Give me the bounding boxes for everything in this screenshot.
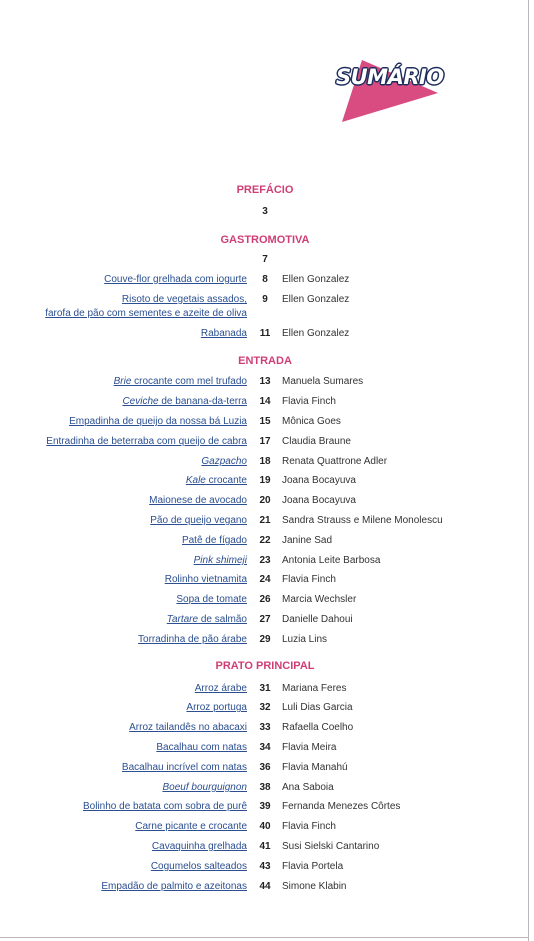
page-number: 17 (259, 436, 271, 447)
author-name: Luli Dias Garcia (282, 702, 353, 713)
section-title-entrada: ENTRADA (238, 355, 292, 367)
toc-entry (0, 781, 530, 795)
page-title: SUMÁRIO (336, 65, 444, 89)
recipe-name-italic: Kale (185, 475, 206, 486)
summary-logo (332, 55, 452, 125)
page-number: 24 (259, 574, 271, 585)
author-name: Renata Quattrone Adler (282, 456, 388, 467)
recipe-link[interactable] (129, 721, 247, 735)
toc-entry (0, 415, 530, 429)
recipe-link[interactable] (104, 273, 247, 287)
page-number: 8 (262, 274, 268, 285)
section-page-number: 3 (262, 206, 268, 217)
toc-entry (0, 741, 530, 755)
recipe-name: Risoto de vegetais assados, (121, 294, 247, 305)
author-name: Mônica Goes (282, 416, 341, 427)
page-number: 22 (259, 535, 271, 546)
recipe-link[interactable] (83, 800, 247, 814)
author-name: Ana Saboia (282, 782, 334, 793)
recipe-link[interactable] (182, 534, 247, 548)
recipe-link[interactable] (101, 880, 247, 894)
author-name: Ellen Gonzalez (282, 274, 350, 285)
recipe-link[interactable] (167, 613, 247, 627)
toc-entry (0, 820, 530, 834)
page-number: 36 (259, 762, 271, 773)
recipe-name: Empadão de palmito e azeitonas (101, 881, 247, 892)
recipe-link[interactable] (176, 593, 247, 607)
author-name: Flavia Portela (282, 861, 344, 872)
recipe-name-line2: farofa de pão com sementes e azeite de oliva (45, 307, 247, 319)
recipe-link[interactable] (186, 701, 247, 715)
author-name: Flavia Finch (282, 821, 336, 832)
author-name: Flavia Manahú (282, 762, 348, 773)
page-number: 21 (259, 515, 271, 526)
recipe-link[interactable] (194, 554, 247, 568)
author-name: Antonia Leite Barbosa (282, 555, 381, 566)
author-name: Flavia Finch (282, 396, 336, 407)
recipe-link[interactable] (45, 293, 247, 320)
author-name: Susi Sielski Cantarino (282, 841, 380, 852)
section-title-gastromotiva: GASTROMOTIVA (220, 234, 310, 246)
page-number: 31 (259, 683, 271, 694)
toc-entry (0, 455, 530, 469)
page-number: 38 (259, 782, 271, 793)
toc-entry (0, 293, 530, 319)
recipe-link[interactable] (69, 415, 247, 429)
author-name: Joana Bocayuva (282, 495, 356, 506)
section-page-number: 7 (262, 254, 268, 265)
author-name: Sandra Strauss e Milene Monolescu (282, 515, 443, 526)
toc-entry (0, 554, 530, 568)
author-name: Ellen Gonzalez (282, 328, 350, 339)
page-number: 23 (259, 555, 271, 566)
section-title-prefacio: PREFÁCIO (236, 184, 294, 196)
toc-entry (0, 573, 530, 587)
toc-entry (0, 474, 530, 488)
recipe-name-rest: crocante com mel trufado (131, 376, 247, 387)
page-number: 15 (259, 416, 271, 427)
recipe-name-italic: Brie (113, 376, 132, 387)
recipe-name: Arroz tailandês no abacaxi (129, 722, 247, 733)
recipe-link[interactable] (122, 761, 247, 775)
toc-entry (0, 613, 530, 627)
recipe-name: Pão de queijo vegano (150, 515, 247, 526)
toc-entry (0, 494, 530, 508)
author-name: Simone Klabin (282, 881, 347, 892)
author-name: Rafaella Coelho (282, 722, 354, 733)
recipe-link[interactable] (195, 682, 247, 696)
recipe-name: Bacalhau com natas (156, 742, 247, 753)
recipe-name: Cavaquinha grelhada (151, 841, 247, 852)
section-title-prato-principal: PRATO PRINCIPAL (215, 660, 315, 672)
recipe-name: Bolinho de batata com sobra de purê (83, 801, 247, 812)
recipe-name: Empadinha de queijo da nossa bá Luzia (69, 416, 247, 427)
recipe-link[interactable] (150, 514, 247, 528)
page-number: 20 (259, 495, 271, 506)
page-number: 32 (259, 702, 271, 713)
author-name: Marcia Wechsler (282, 594, 357, 605)
recipe-link[interactable] (156, 741, 247, 755)
page-edge-bottom (0, 937, 529, 938)
recipe-name: Cogumelos salteados (150, 861, 247, 872)
toc-entry (0, 534, 530, 548)
recipe-link[interactable] (122, 395, 247, 409)
recipe-link[interactable] (151, 860, 247, 874)
recipe-name: Rabanada (200, 328, 247, 339)
toc-entry (0, 395, 530, 409)
recipe-name: Sopa de tomate (176, 594, 247, 605)
page-number: 14 (259, 396, 271, 407)
toc-entry (0, 761, 530, 775)
toc-entry (0, 701, 530, 715)
recipe-link[interactable] (201, 455, 247, 469)
author-name: Danielle Dahoui (282, 614, 353, 625)
toc-entry (0, 682, 530, 696)
recipe-name-rest: de banana-da-terra (158, 396, 247, 407)
recipe-name-italic: Pink shimeji (193, 555, 247, 566)
author-name: Flavia Finch (282, 574, 336, 585)
page-number: 44 (259, 881, 271, 892)
recipe-link[interactable] (149, 494, 247, 508)
page-number: 29 (259, 634, 271, 645)
page-number: 40 (259, 821, 271, 832)
recipe-name: Arroz árabe (194, 683, 247, 694)
toc-entry (0, 860, 530, 874)
recipe-name-italic: Tartare (166, 614, 199, 625)
author-name: Ellen Gonzalez (282, 294, 350, 305)
toc-entry (0, 880, 530, 894)
recipe-link[interactable] (186, 474, 247, 488)
recipe-name: Maionese de avocado (149, 495, 247, 506)
recipe-name-italic: Gazpacho (201, 456, 247, 467)
author-name: Flavia Meira (282, 742, 337, 753)
recipe-name-rest: de salmão (198, 614, 247, 625)
toc-entry (0, 327, 530, 341)
recipe-name: Patê de fígado (181, 535, 247, 546)
toc-entry (0, 633, 530, 647)
recipe-link[interactable] (201, 327, 247, 341)
recipe-name-italic: Boeuf bourguignon (162, 782, 247, 793)
page-number: 34 (259, 742, 271, 753)
author-name: Janine Sad (282, 535, 333, 546)
recipe-link[interactable] (165, 573, 247, 587)
page-number: 11 (259, 328, 271, 339)
page-number: 33 (259, 722, 271, 733)
recipe-name: Torradinha de pão árabe (138, 634, 247, 645)
recipe-name: Entradinha de beterraba com queijo de cabra (46, 436, 247, 447)
toc-entry (0, 721, 530, 735)
page-number: 39 (259, 801, 271, 812)
author-name: Fernanda Menezes Côrtes (282, 801, 401, 812)
toc-entry (0, 514, 530, 528)
author-name: Manuela Sumares (282, 376, 364, 387)
author-name: Luzia Lins (282, 634, 328, 645)
toc-entry (0, 375, 530, 389)
toc-entry (0, 800, 530, 814)
page-number: 43 (259, 861, 271, 872)
page-number: 41 (259, 841, 271, 852)
page-number: 27 (259, 614, 271, 625)
recipe-name: Couve-flor grelhada com iogurte (104, 274, 247, 285)
author-name: Joana Bocayuva (282, 475, 356, 486)
toc-entry (0, 273, 530, 287)
page-number: 26 (259, 594, 271, 605)
toc-entry (0, 593, 530, 607)
recipe-name: Bacalhau incrível com natas (121, 762, 247, 773)
recipe-link[interactable] (135, 820, 247, 834)
recipe-link[interactable] (46, 435, 247, 449)
recipe-name: Arroz portuga (186, 702, 247, 713)
page-number: 13 (259, 376, 271, 387)
toc-entry (0, 840, 530, 854)
recipe-link[interactable] (162, 781, 247, 795)
page-number: 18 (259, 456, 271, 467)
recipe-name: Carne picante e crocante (135, 821, 247, 832)
recipe-name-italic: Ceviche (122, 396, 159, 407)
recipe-name: Rolinho vietnamita (164, 574, 247, 585)
recipe-link[interactable] (152, 840, 247, 854)
author-name: Claudia Braune (282, 436, 351, 447)
recipe-link[interactable] (138, 633, 247, 647)
recipe-link[interactable] (114, 375, 247, 389)
recipe-name-rest: crocante (205, 475, 247, 486)
author-name: Mariana Feres (282, 683, 347, 694)
page-number: 19 (259, 475, 271, 486)
page-number: 9 (262, 294, 268, 305)
toc-entry (0, 435, 530, 449)
